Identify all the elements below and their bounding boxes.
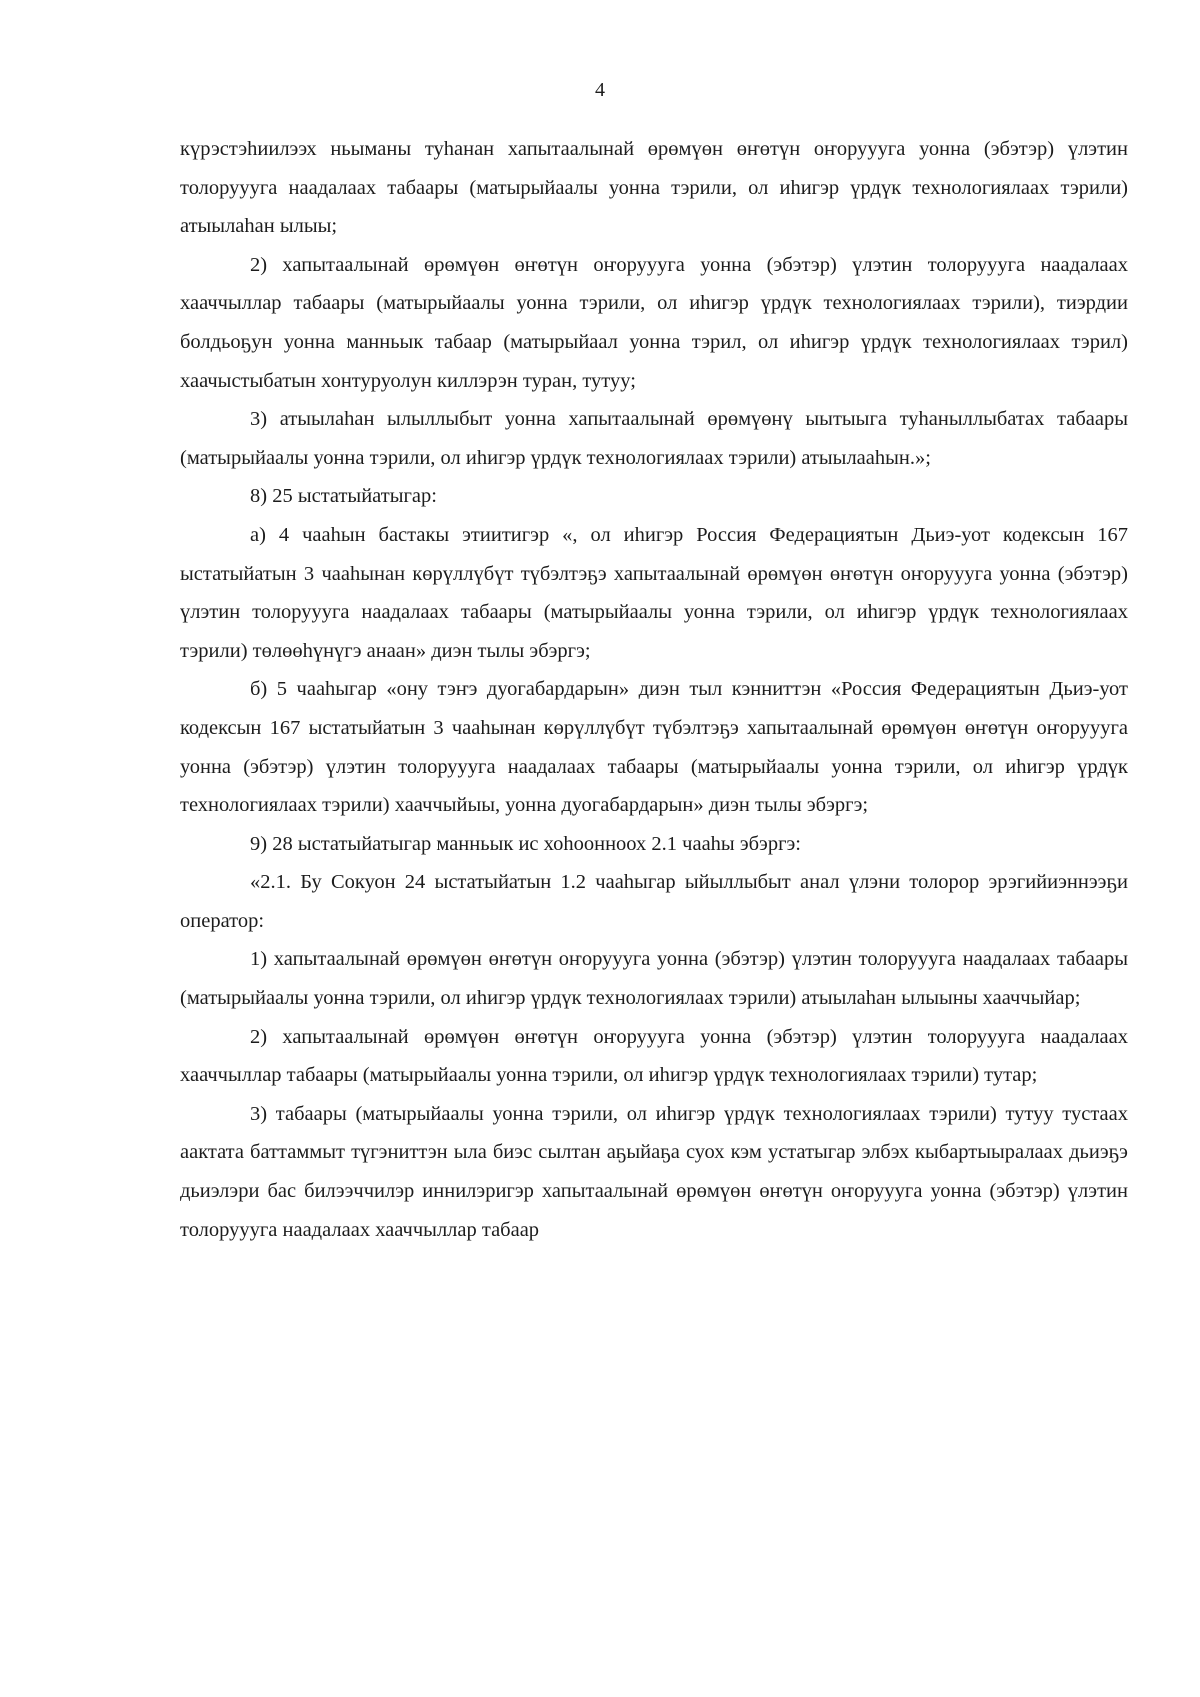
sub-item-b: б) 5 чааһыгар «ону тэҥэ дуогабардарын» диэн тыл кэнниттэн «Россия Федерациятын Дьиэ-уот кодексын 167 ыстатыйатын 3 чааһынан көрүллүбүт түбэлтэҕэ хапытаалынай өрөмүөн өҥөтүн оҥоруууга уонна (эбэтэр) үлэтин толоруууга наадалаах табаары (матырыйаалы уонна тэрили, ол иһигэр үрдүк технологиялаах тэрили) хааччыйыы, уонна дуогабардарын» диэн тылы эбэргэ; [180, 678, 1128, 817]
amendment-item-9: 9) 28 ыстатыйатыгар манньык ис хоһоонноох 2.1 чааһы эбэргэ: [250, 832, 801, 855]
list-item-3: 3) атыылаһан ылыллыбыт уонна хапытаалынай өрөмүөнү ыытыыга туһаныллыбатах табаары (матырыйаалы уонна тэрили, ол иһигэр үрдүк технологиялаах тэрили) атыылааһын.»; [180, 408, 1128, 469]
clause-item-2: 2) хапытаалынай өрөмүөн өҥөтүн оҥоруууга уонна (эбэтэр) үлэтин толоруууга наадалаах хааччыллар табаары (матырыйаалы уонна тэрили, ол иһигэр үрдүк технологиялаах тэрили) тутар; [180, 1025, 1128, 1087]
paragraph-continuation: күрэстэһиилээх ньыманы туһанан хапытаалынай өрөмүөн өҥөтүн оҥоруууга уонна (эбэтэр) үлэтин толоруууга наадалаах табаары (матырыйаалы уонна тэрили, ол иһигэр үрдүк технологиялаах тэрили) атыылаһан ылыы; [180, 138, 1128, 238]
amendment-item-8: 8) 25 ыстатыйатыгар: [250, 485, 437, 508]
list-item-2: 2) хапытаалынай өрөмүөн өҥөтүн оҥоруууга уонна (эбэтэр) үлэтин толоруууга наадалаах хааччыллар табаары (матырыйаалы уонна тэрили, ол иһигэр үрдүк технологиялаах тэрили), тиэрдии болдьоҕун уонна манньык табаар (матырыйаал уонна тэрил, ол иһигэр үрдүк технологиялаах тэрил) хаачыстыбатын хонтуруолун киллэрэн туран, тутуу; [180, 253, 1128, 392]
document-body [180, 130, 1128, 1249]
page-number: 4 [595, 79, 605, 101]
clause-item-1: 1) хапытаалынай өрөмүөн өҥөтүн оҥоруууга уонна (эбэтэр) үлэтин толоруууга наадалаах табаары (матырыйаалы уонна тэрили, ол иһигэр үрдүк технологиялаах тэрили) атыылаһан ылыыны хааччыйар; [180, 948, 1128, 1010]
sub-item-a: а) 4 чааһын бастакы этиитигэр «, ол иһигэр Россия Федерациятын Дьиэ-уот кодексын 167 ыстатыйатын 3 чааһынан көрүллүбүт түбэлтэҕэ хапытаалынай өрөмүөн өҥөтүн оҥоруууга уонна (эбэтэр) үлэтин толоруууга наадалаах табаары (матырыйаалы уонна тэрили, ол иһигэр үрдүк технологиялаах тэрили) төлөөһүнүгэ анаан» диэн тылы эбэргэ; [180, 523, 1128, 662]
clause-2-1: «2.1. Бу Сокуон 24 ыстатыйатын 1.2 чааһыгар ыйыллыбыт анал үлэни толорор эрэгийиэннээҕи оператор: [180, 871, 1128, 932]
clause-item-3: 3) табаары (матырыйаалы уонна тэрили, ол иһигэр үрдүк технологиялаах тэрили) тутуу тустаах аактата баттаммыт түгэниттэн ыла биэс сылтан аҕыйаҕа суох кэм устатыгар элбэх кыбартыыралаах дьиэҕэ дьиэлэри бас билээччилэр иннилэригэр хапытаалынай өрөмүөн өҥөтүн оҥоруууга уонна (эбэтэр) үлэтин толоруууга наадалаах хааччыллар табаар [180, 1102, 1128, 1241]
